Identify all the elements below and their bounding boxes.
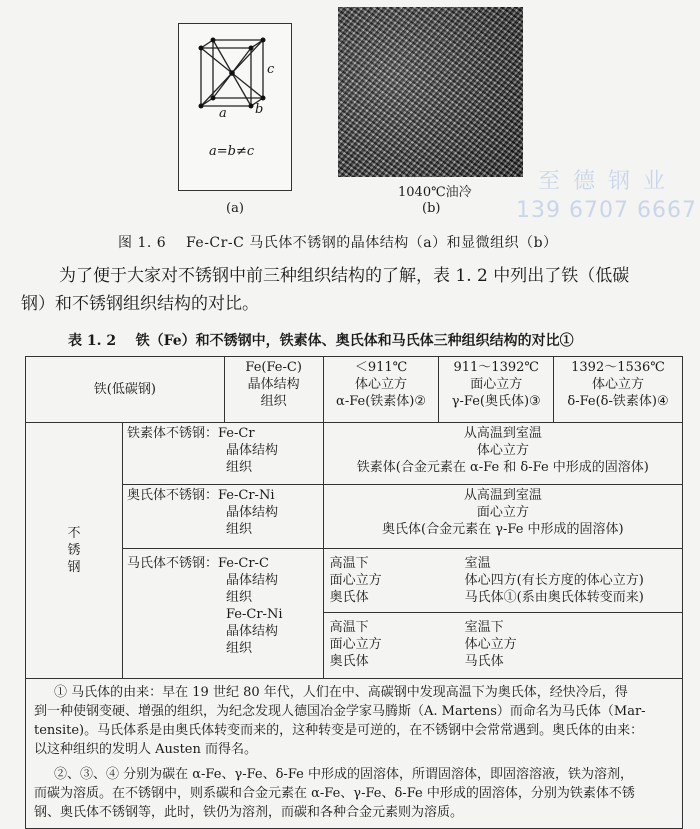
martensitic-structure-label-2: 晶体结构: [226, 624, 279, 639]
sub-label-b: (b): [422, 201, 441, 216]
footnote-2-line2: 而碳为溶质。在不锈钢中，则系碳和合金元素在 α-Fe、γ-Fe、δ-Fe 中形成的固溶体，分别为铁素体不锈: [34, 786, 635, 801]
austenitic-structure-label: 晶体结构: [226, 505, 279, 520]
stainless-label-cell: [26, 423, 123, 679]
lower-right-1: 室温下: [464, 620, 504, 635]
footnote-1-line2: 到一种使钢变硬、增强的组织，为纪念发现人德国冶金学家马腾斯（A. Martens）而命名为马氏体（Mar-: [34, 704, 646, 719]
crystal-structure-figure: [178, 23, 292, 191]
austenitic-row: [26, 485, 683, 549]
t1-structure: 体心立方: [355, 377, 408, 392]
header-temp-2: [439, 357, 554, 423]
footnote-1-line3: tensite)。马氏体系是由奥氏体转变而来的，这种转变是可逆的，在不锈钢中会常常遇到。奥氏体的由来：: [34, 723, 644, 738]
footnotes-cell: [26, 679, 683, 829]
austenitic-phase-label: 组织: [226, 522, 253, 537]
austenitic-desc-3: 奥氏体(合金元素在 γ-Fe 中形成的固溶体): [382, 522, 624, 537]
martensitic-phase-label-2: 组织: [226, 641, 253, 656]
martensitic-desc-cell: [323, 549, 682, 679]
upper-right-2: 体心四方(有长方度的体心立方): [464, 573, 644, 588]
ferritic-desc-3: 铁素体(合金元素在 α-Fe 和 δ-Fe 中形成的固溶体): [356, 460, 649, 475]
intro-paragraph-line1: 为了便于大家对不锈钢中前三种组织结构的了解，表 1. 2 中列出了铁（低碳: [59, 266, 630, 286]
header-temp-3: [554, 357, 683, 423]
lower-right-2: 体心立方: [464, 637, 517, 652]
t2-phase: γ-Fe(奥氏体)③: [451, 394, 541, 409]
martensitic-name-cell: [123, 549, 324, 679]
austenitic-desc-1: 从高温到室温: [463, 488, 542, 503]
martensitic-upper: [324, 549, 682, 613]
footnote-2-line3: 钢、奥氏体不锈钢等，此时，铁仍为溶剂，而碳和各种合金元素则为溶质。: [34, 805, 464, 820]
austenitic-name-cell: [123, 485, 324, 549]
ferritic-phase-label: 组织: [226, 460, 253, 475]
upper-left-3: 奥氏体: [329, 590, 369, 605]
upper-right-1: 室温: [464, 556, 491, 571]
upper-left-1: 高温下: [329, 556, 369, 571]
comparison-table: [25, 356, 683, 829]
martensitic-name: 马氏体不锈钢：Fe-Cr-C: [127, 556, 269, 571]
austenitic-name: 奥氏体不锈钢：Fe-Cr-Ni: [127, 488, 275, 503]
martensitic-upper-left: [330, 555, 465, 606]
stainless-char-2: 锈: [67, 543, 81, 558]
lower-left-3: 奥氏体: [329, 654, 369, 669]
axis-label-b: b: [255, 102, 264, 117]
t3-structure: 体心立方: [591, 377, 644, 392]
lower-left-1: 高温下: [329, 620, 369, 635]
intro-paragraph-line2: 钢）和不锈钢组织结构的对比。: [21, 294, 259, 314]
stainless-char-3: 钢: [67, 560, 81, 575]
martensitic-structure-label-1: 晶体结构: [226, 573, 279, 588]
watermark-phone: 139 6707 6667: [516, 198, 697, 223]
sub-label-a: (a): [226, 201, 244, 216]
t3-range: 1392～1536℃: [571, 360, 665, 375]
footnote-2-line1: ②、③、④ 分别为碳在 α-Fe、γ-Fe、δ-Fe 中形成的固溶体，所谓固溶体，即固溶溶液，铁为溶剂，: [54, 767, 633, 782]
ferritic-row: [26, 423, 683, 485]
axis-label-a: a: [219, 106, 227, 121]
fe-col-line2: 晶体结构: [247, 377, 300, 392]
stainless-char-1: 不: [67, 526, 81, 541]
watermark-text: 至 德 钢 业: [538, 169, 668, 194]
lower-left-2: 面心立方: [329, 637, 382, 652]
fe-col-line3: 组织: [260, 394, 287, 409]
t1-range: ＜911℃: [354, 360, 408, 375]
martensitic-lower: [324, 613, 682, 674]
table-title: 表 1. 2 铁（Fe）和不锈钢中，铁素体、奥氏体和马氏体三种组织结构的对比①: [68, 333, 574, 349]
ferritic-desc-1: 从高温到室温: [463, 426, 542, 441]
lower-right-3: 马氏体: [464, 654, 504, 669]
fe-col-line1: Fe(Fe-C): [245, 360, 302, 375]
footnote-1-line4: 以这种组织的发明人 Austen 而得名。: [34, 742, 257, 757]
austenitic-desc-cell: [323, 485, 682, 549]
t2-range: 911～1392℃: [453, 360, 539, 375]
t2-structure: 面心立方: [470, 377, 523, 392]
micrograph-image: [338, 7, 523, 177]
lattice-relation: a=b≠c: [209, 144, 255, 159]
header-iron-label: 铁(低碳钢): [93, 382, 156, 397]
t1-phase: α-Fe(铁素体)②: [336, 394, 427, 409]
upper-left-2: 面心立方: [329, 573, 382, 588]
ferritic-name-cell: [123, 423, 324, 485]
header-iron: [26, 357, 225, 423]
austenitic-desc-2: 面心立方: [476, 505, 529, 520]
header-temp-1: [323, 357, 439, 423]
footnotes-row: [26, 679, 683, 829]
ferritic-desc-cell: [323, 423, 682, 485]
micrograph-annotation: 1040℃油冷: [398, 185, 472, 200]
header-fe-col: [224, 357, 323, 423]
upper-right-3: 马氏体①(系由奥氏体转变而来): [464, 590, 644, 605]
ferritic-name: 铁素体不锈钢：Fe-Cr: [127, 426, 255, 441]
ferritic-desc-2: 体心立方: [476, 443, 529, 458]
t3-phase: δ-Fe(δ-铁素体)④: [567, 394, 669, 409]
table-header-row: [26, 357, 683, 423]
footnote-1-line1: ① 马氏体的由来：早在 19 世纪 80 年代，人们在中、高碳钢中发现高温下为奥氏体，经快冷后，得: [54, 685, 628, 700]
figure-caption: 图 1. 6 Fe-Cr-C 马氏体不锈钢的晶体结构（a）和显微组织（b）: [118, 235, 558, 251]
martensitic-lower-right: [465, 619, 678, 670]
martensitic-phase-label-1: 组织: [226, 590, 253, 605]
ferritic-structure-label: 晶体结构: [226, 443, 279, 458]
tetragonal-cell-diagram: [179, 24, 291, 190]
martensitic-alloy-2: Fe-Cr-Ni: [226, 607, 283, 622]
martensitic-upper-right: [465, 555, 678, 606]
axis-label-c: c: [267, 62, 275, 77]
martensitic-row: [26, 549, 683, 679]
martensitic-lower-left: [330, 619, 465, 670]
